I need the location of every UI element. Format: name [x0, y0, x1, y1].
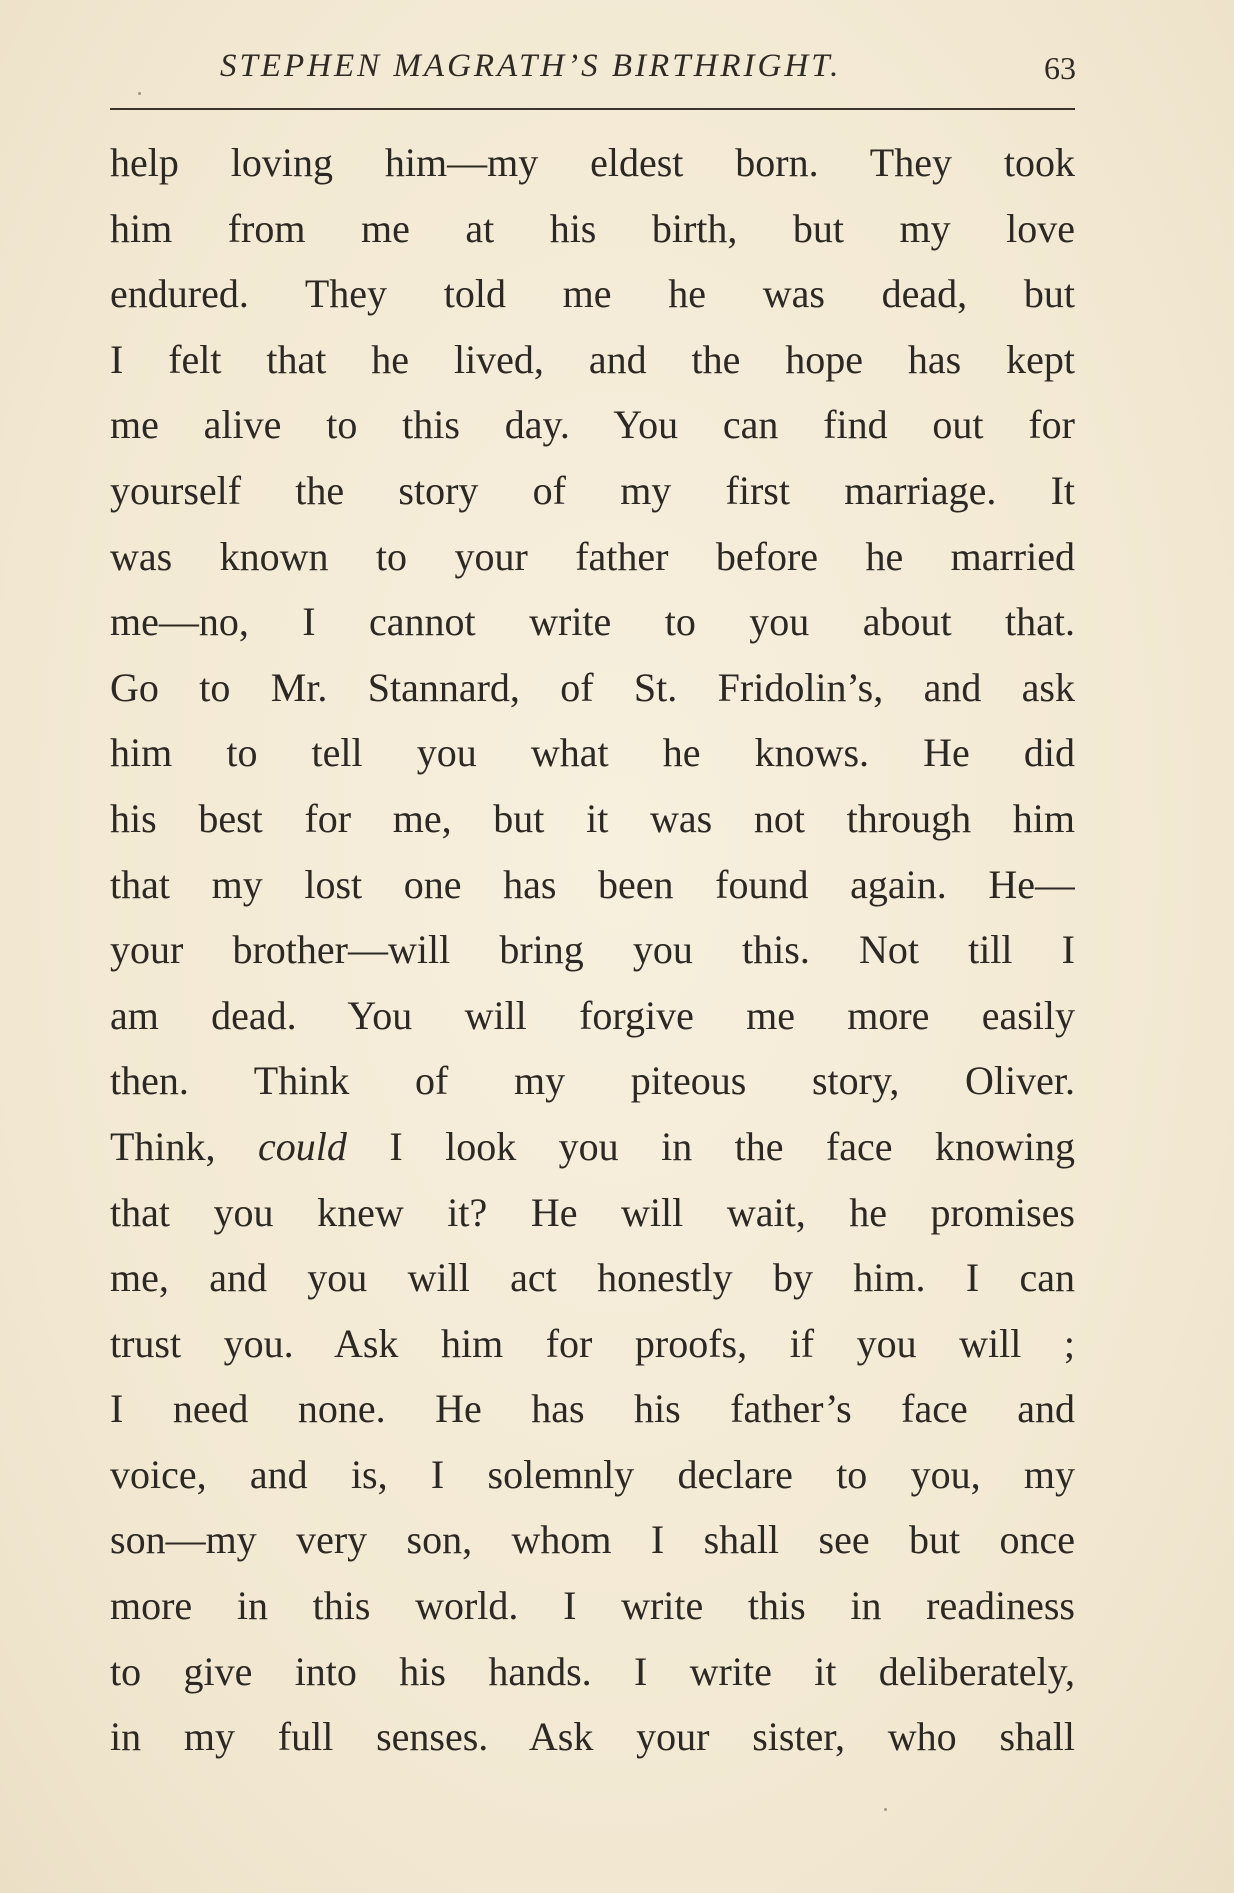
- text-line: help loving him—my eldest born. They took: [110, 140, 1075, 185]
- text-line: Go to Mr. Stannard, of St. Fridolin’s, and ask: [110, 664, 1075, 710]
- text-line: that you knew it? He will wait, he promises: [110, 1189, 1075, 1235]
- page-header: [0, 48, 1234, 108]
- text-line: endured. They told me he was dead, but: [110, 271, 1075, 317]
- paper-speck: [138, 92, 141, 95]
- italic-emphasis: could: [258, 1123, 347, 1169]
- text-line: I felt that he lived, and the hope has kept: [110, 336, 1075, 382]
- text-segment: Think,: [110, 1123, 216, 1169]
- text-line: yourself the story of my first marriage. It: [110, 467, 1075, 513]
- text-line: your brother—will bring you this. Not till I: [110, 927, 1075, 973]
- text-line: me, and you will act honestly by him. I can: [110, 1255, 1075, 1301]
- text-line: voice, and is, I solemnly declare to you, my: [110, 1451, 1075, 1497]
- text-line-with-italic: [110, 1114, 1075, 1180]
- running-title: STEPHEN MAGRATH’S BIRTHRIGHT.: [220, 48, 842, 84]
- text-line: him to tell you what he knows. He did: [110, 730, 1075, 776]
- text-line: then. Think of my piteous story, Oliver.: [110, 1058, 1075, 1104]
- text-line: I need none. He has his father’s face and: [110, 1386, 1075, 1432]
- text-line: more in this world. I write this in readiness: [110, 1583, 1075, 1629]
- text-line: am dead. You will forgive me more easily: [110, 992, 1075, 1038]
- text-line: that my lost one has been found again. He—: [110, 861, 1075, 907]
- text-line: his best for me, but it was not through him: [110, 795, 1075, 841]
- text-line: was known to your father before he married: [110, 533, 1075, 579]
- text-line: in my full senses. Ask your sister, who shall: [110, 1714, 1075, 1760]
- text-line: me alive to this day. You can find out for: [110, 402, 1075, 448]
- text-line: son—my very son, whom I shall see but once: [110, 1517, 1075, 1563]
- text-line: me—no, I cannot write to you about that.: [110, 599, 1075, 645]
- text-line: to give into his hands. I write it deliberately,: [110, 1648, 1075, 1694]
- text-line: trust you. Ask him for proofs, if you will ;: [110, 1320, 1075, 1366]
- text-segment: I look you in the face knowing: [389, 1123, 1075, 1169]
- header-rule: [110, 108, 1075, 110]
- page-number: 63: [1044, 50, 1076, 86]
- text-line: him from me at his birth, but my love: [110, 205, 1075, 251]
- paper-speck: [884, 1808, 887, 1811]
- body-text: [110, 130, 1075, 1770]
